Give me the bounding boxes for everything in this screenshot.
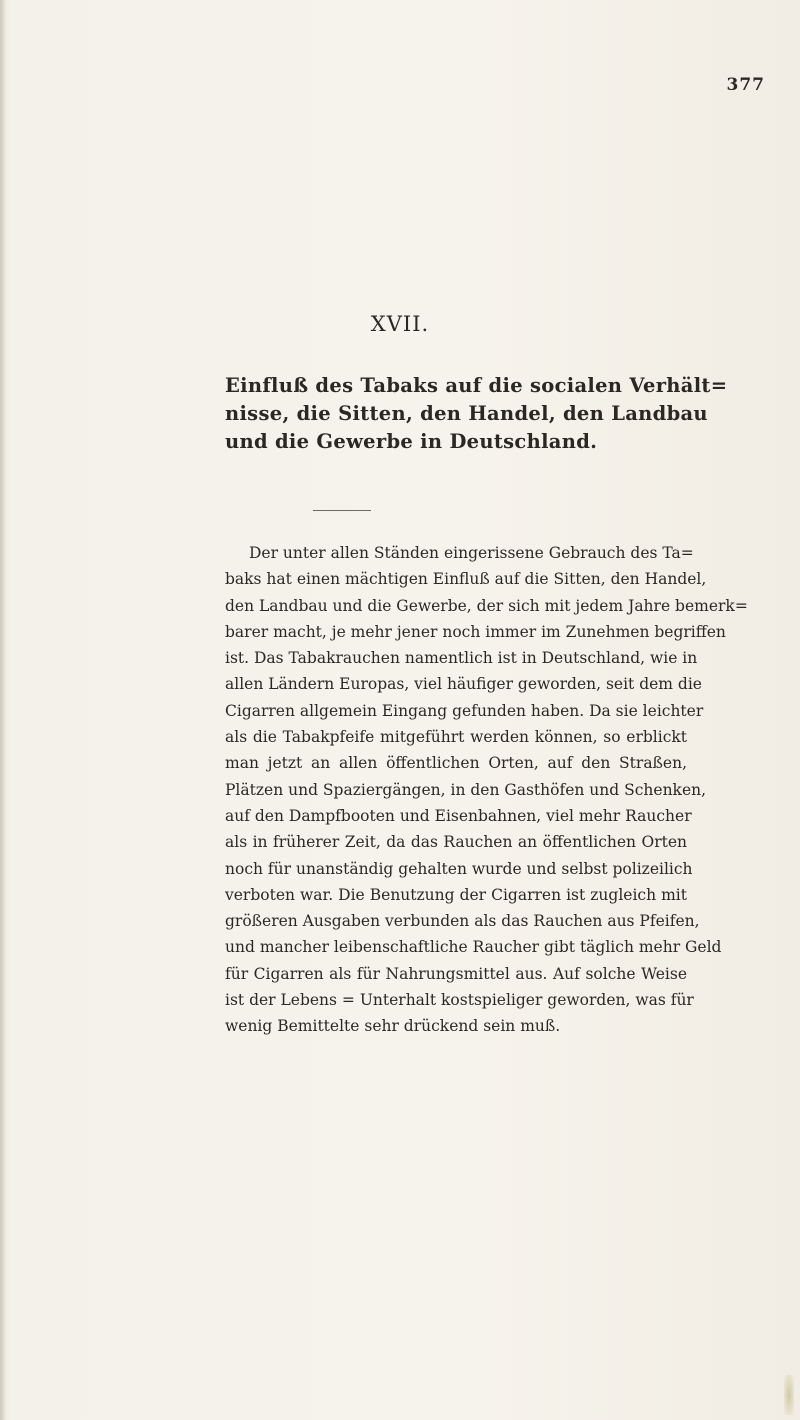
chapter-title-line: und die Gewerbe in Deutschland. (225, 430, 598, 453)
chapter-number: XVII. (370, 312, 430, 336)
text-line: allen Ländern Europas, viel häufiger geworden, seit dem die (225, 675, 702, 694)
text-line: Cigarren allgemein Eingang gefunden haben. Da sie leichter (225, 701, 704, 720)
text-line: den Landbau und die Gewerbe, der sich mit jedem Jahre bemerk= (225, 596, 748, 615)
text-line: Plätzen und Spaziergängen, in den Gasthöfen und Schenken, (225, 780, 707, 799)
text-line: und mancher leibenschaftliche Raucher gibt täglich mehr Geld (225, 938, 722, 957)
text-line: man jetzt an allen öffentlichen Orten, auf den Straßen, (225, 754, 687, 773)
section-divider (313, 510, 371, 511)
page-number: 377 (726, 75, 765, 95)
chapter-title-line: nisse, die Sitten, den Handel, den Landbau (225, 402, 708, 425)
text-line: auf den Dampfbooten und Eisenbahnen, viel mehr Raucher (225, 806, 692, 825)
text-line: für Cigarren als für Nahrungsmittel aus. Auf solche Weise (225, 964, 687, 983)
body-paragraph (225, 540, 748, 1040)
text-line: ist der Lebens = Unterhalt kostspieliger geworden, was für (225, 991, 694, 1010)
text-line: wenig Bemittelte sehr drückend sein muß. (225, 1017, 561, 1036)
text-line: als die Tabakpfeife mitgeführt werden können, so erblickt (225, 728, 687, 747)
chapter-title (225, 372, 728, 456)
text-line: barer macht, je mehr jener noch immer im Zunehmen begriffen (225, 622, 726, 641)
text-line: als in früherer Zeit, da das Rauchen an öffentlichen Orten (225, 833, 687, 852)
text-line: Der unter allen Ständen eingerissene Gebrauch des Ta= (249, 544, 694, 562)
page-binding-edge (0, 0, 6, 1420)
text-line: verboten war. Die Benutzung der Cigarren ist zugleich mit (225, 885, 687, 904)
text-line: ist. Das Tabakrauchen namentlich ist in Deutschland, wie in (225, 649, 698, 668)
text-line: noch für unanständig gehalten wurde und selbst polizeilich (225, 859, 693, 878)
paper-stain (784, 1375, 794, 1415)
chapter-title-line: Einfluß des Tabaks auf die socialen Verhält= (225, 374, 728, 397)
text-line: baks hat einen mächtigen Einfluß auf die Sitten, den Handel, (225, 570, 707, 589)
text-line: größeren Ausgaben verbunden als das Rauchen aus Pfeifen, (225, 912, 700, 931)
